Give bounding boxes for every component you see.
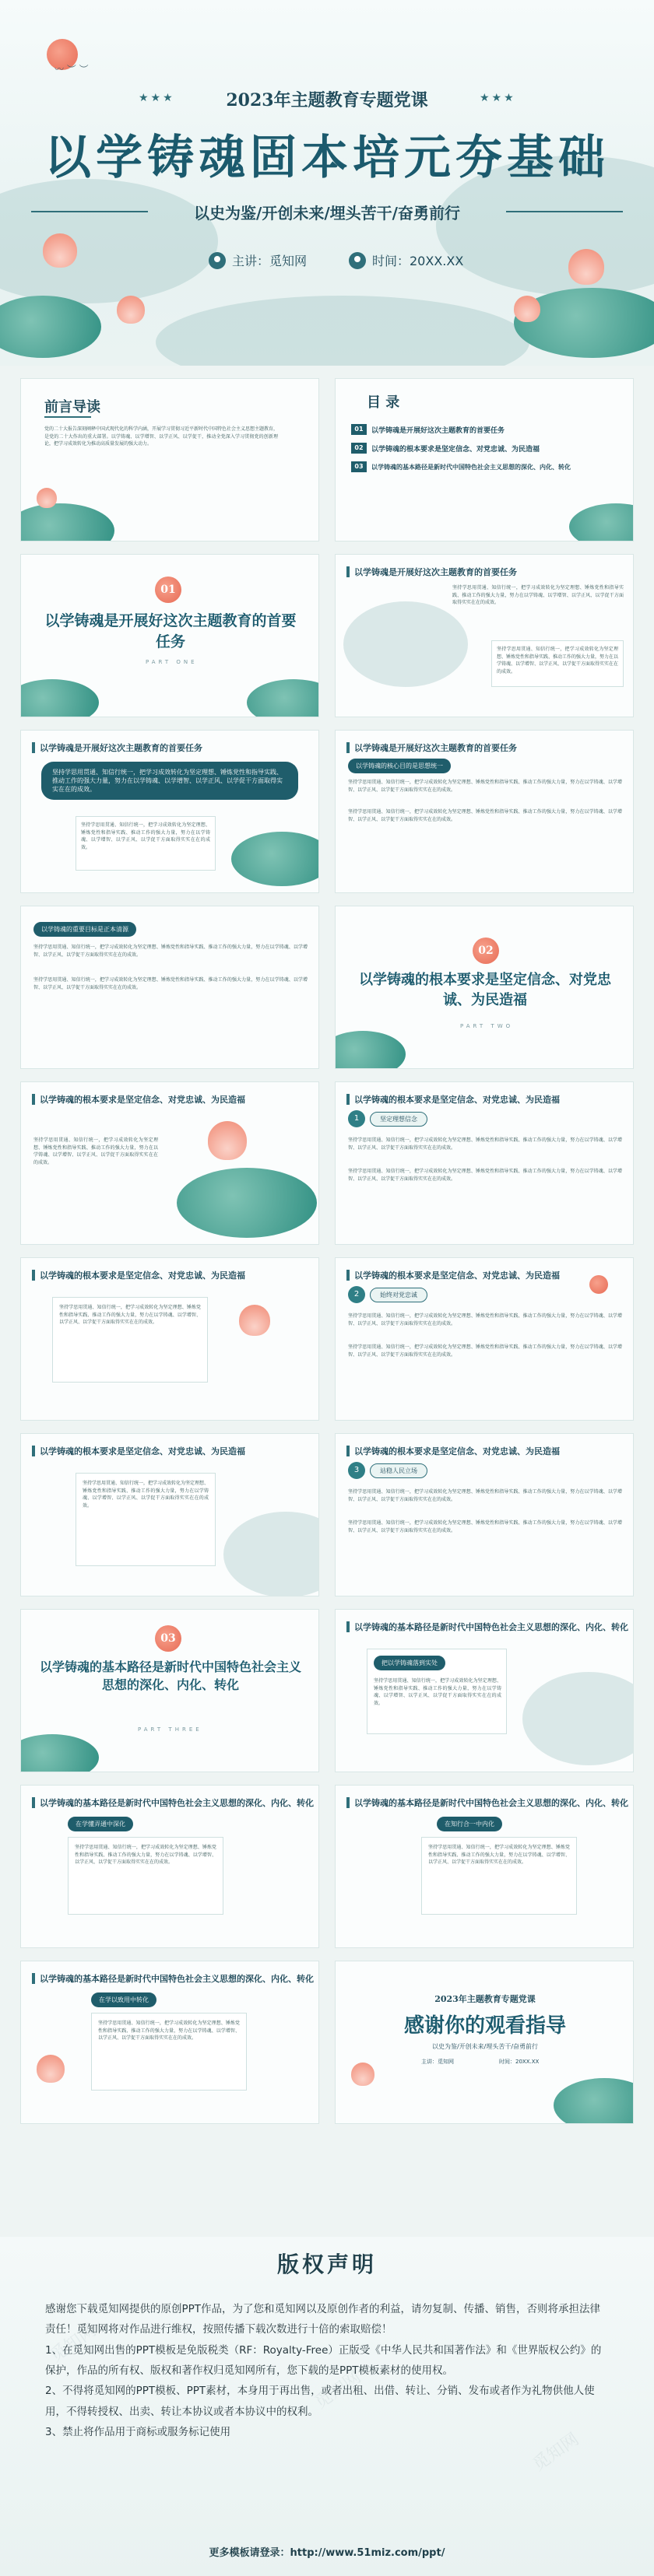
mountain-decoration	[156, 296, 529, 366]
slide-body: 坚持学思用贯通、知信行统一，把学习成效转化为坚定理想、锤炼党性和指导实践、推动工作的强大力量，努力在以学铸魂、以学增智、以学正风、以学促干方面取得实实在在的成效。	[348, 1313, 622, 1327]
slide-header	[32, 1093, 245, 1106]
subheading-pill	[68, 1817, 133, 1831]
star-icon: ★★★	[139, 92, 175, 104]
slide-header	[32, 1445, 245, 1457]
lotus-leaf-decoration	[0, 296, 101, 358]
text-card	[367, 1649, 507, 1734]
slide-body: 坚持学思用贯通、知信行统一，把学习成效转化为坚定理想、锤炼党性和指导实践、推动工作的强大力量，努力在以学铸魂、以学增智、以学正风、以学促干方面取得实实在在的成效。	[348, 1344, 622, 1358]
slide-section-3	[20, 1609, 319, 1772]
copyright-paragraph: 感谢您下载觅知网提供的原创PPT作品，为了您和觅知网以及原创作者的利益，请勿复制、传播、销售，否则将承担法律责任！觅知网将对作品进行维权，按照传播下载次数进行十倍的索取赔偿！	[45, 2303, 601, 2336]
slide-header	[346, 1621, 628, 1633]
slide-header-text: 以学铸魂的根本要求是坚定信念、对党忠诚、为民造福	[354, 1095, 560, 1105]
subheading-tag	[370, 1288, 427, 1302]
slide-header-text: 以学铸魂是开展好这次主题教育的首要任务	[40, 743, 202, 753]
slide-body: 坚持学思用贯通、知信行统一，把学习成效转化为坚定理想、锤炼党性和指导实践、推动工作的强大力量，努力在以学铸魂、以学增智、以学正风、以学促干方面取得实实在在的成效。	[348, 1489, 622, 1502]
slide-header-text: 以学铸魂的根本要求是坚定信念、对党忠诚、为民造福	[354, 1270, 560, 1281]
toc-number: 03	[351, 461, 367, 472]
pill-text: 把以学铸魂落到实处	[382, 1660, 438, 1667]
slide-section-2	[335, 906, 634, 1069]
slide-17	[20, 1785, 319, 1948]
section-title: 以学铸魂的根本要求是坚定信念、对党忠诚、为民造福	[359, 972, 611, 1009]
text-card	[421, 1837, 577, 1915]
slide-body: 坚持学思用贯通、知信行统一，把学习成效转化为坚定理想、锤炼党性和指导实践、推动工作的强大力量，努力在以学铸魂、以学增智、以学正风、以学促干方面取得实实在在的成效。	[348, 1169, 622, 1182]
pill-text: 在学懂弄通中深化	[76, 1821, 125, 1828]
slide-header	[32, 741, 202, 754]
slide-header	[32, 1972, 314, 1985]
copyright-paragraph: 2、不得将觅知网的PPT模板、PPT素材，本身用于再出售，或者出租、出借、转让、分销、发布或者作为礼物供他人使用，不得转授权、出卖、转让本协议或者本协议中的权利。	[45, 2385, 595, 2418]
slide-header-text: 以学铸魂的根本要求是坚定信念、对党忠诚、为民造福	[40, 1446, 245, 1456]
card-text: 坚持学思用贯通、知信行统一，把学习成效转化为坚定理想、锤炼党性和指导实践、推动工作的强大力量，努力在以学铸魂、以学增智、以学正风、以学促干方面取得实实在在的成效。	[83, 1481, 209, 1509]
toc-number: 01	[351, 424, 367, 435]
pill-text: 在学以致用中转化	[99, 1996, 149, 2003]
slide-header-text: 以学铸魂的基本路径是新时代中国特色社会主义思想的深化、内化、转化	[40, 1798, 314, 1808]
lotus-flower-decoration	[351, 2063, 374, 2086]
mountain-decoration	[0, 179, 218, 303]
tag-text: 坚定理想信念	[380, 1116, 417, 1123]
ending-slogan: 以史为鉴/开创未来/埋头苦干/奋勇前行	[431, 2043, 539, 2050]
text-card	[76, 1473, 216, 1566]
cover-subtitle: 2023年主题教育专题党课	[226, 90, 428, 110]
slide-body: 坚持学思用贯通、知信行统一，把学习成效转化为坚定理想、锤炼党性和指导实践、推动工作的强大力量，努力在以学铸魂、以学增智、以学正风、以学促干方面取得实实在在的成效。	[33, 945, 308, 958]
slide-11	[20, 1257, 319, 1421]
slide-header	[346, 1445, 560, 1457]
slide-12	[335, 1257, 634, 1421]
step-number: 1	[348, 1110, 365, 1127]
slide-header	[32, 1269, 245, 1281]
ending-title: 感谢你的观看指导	[403, 2014, 566, 2038]
slide-4	[335, 554, 634, 717]
slide-body: 坚持学思用贯通、知信行统一，把学习成效转化为坚定理想、锤炼党性和指导实践、推动工作的强大力量，努力在以学铸魂、以学增智、以学正风、以学促干方面取得实实在在的成效。	[33, 1137, 158, 1165]
ending-speaker: 主讲：觅知网	[421, 2059, 454, 2065]
toc-item[interactable]	[351, 424, 505, 435]
lotus-flower-decoration	[514, 296, 540, 322]
lotus-leaf-decoration	[335, 1031, 406, 1069]
slide-13	[20, 1433, 319, 1596]
section-number: 03	[155, 1625, 181, 1652]
toc-title: 目 录	[367, 394, 400, 411]
toc-item[interactable]	[351, 443, 540, 454]
ending-subtitle: 2023年主题教育专题党课	[434, 1994, 536, 2004]
copyright-section	[0, 2237, 654, 2576]
slide-header	[346, 741, 517, 754]
slide-header	[346, 1269, 560, 1281]
lotus-flower-decoration	[568, 249, 604, 285]
subheading-pill	[348, 759, 451, 773]
slide-header-text: 以学铸魂是开展好这次主题教育的首要任务	[354, 567, 517, 577]
subheading-tag	[370, 1463, 427, 1478]
slide-preface	[20, 378, 319, 541]
cover-slogan: 以史为鉴/开创未来/埋头苦干/奋勇前行	[194, 204, 460, 223]
pill-text: 在知行合一中内化	[445, 1821, 494, 1828]
slide-header-text: 以学铸魂的根本要求是坚定信念、对党忠诚、为民造福	[40, 1095, 245, 1105]
section-number: 01	[155, 577, 181, 603]
speaker-info	[209, 251, 307, 269]
slide-header	[346, 1093, 560, 1106]
lotus-flower-decoration	[43, 233, 77, 268]
tag-text: 站稳人民立场	[380, 1467, 417, 1474]
slide-header	[346, 566, 517, 578]
star-icon: ★★★	[480, 92, 516, 104]
lotus-flower-decoration	[208, 1121, 247, 1160]
tag-text: 始终对党忠诚	[380, 1292, 417, 1299]
slide-18	[335, 1785, 634, 1948]
mountain-decoration	[522, 1672, 634, 1765]
speaker-label: 主讲：觅知网	[232, 254, 308, 268]
toc-label: 以学铸魂的基本路径是新时代中国特色社会主义思想的深化、内化、转化	[371, 462, 571, 471]
slide-ending	[335, 1961, 634, 2124]
preface-title: 前言导读	[44, 399, 100, 415]
copyright-paragraph: 1、在觅知网出售的PPT模板是免版税类（RF：Royalty-Free）正版受《中华人民共和国著作法》和《世界版权公约》的保护，作品的所有权、版权和著作权归觅知网所有，您下载的是PPT模板素材的使用权。	[45, 2343, 602, 2377]
card-text: 坚持学思用贯通、知信行统一，把学习成效转化为坚定理想、锤炼党性和指导实践、推动工作的强大力量，努力在以学铸魂、以学增智、以学正风、以学促干方面取得实实在在的成效。	[59, 1305, 201, 1326]
part-label: PART ONE	[146, 659, 198, 665]
time-info	[349, 251, 463, 269]
lotus-leaf-decoration	[20, 1734, 99, 1772]
slide-header-text: 以学铸魂是开展好这次主题教育的首要任务	[354, 743, 517, 753]
pill-text: 以学铸魂的重要目标是正本清源	[41, 926, 128, 933]
toc-item[interactable]	[351, 461, 600, 472]
lotus-flower-decoration	[117, 296, 145, 324]
watermark: 觅知网	[46, 2320, 100, 2367]
subheading-pill	[91, 1992, 156, 2007]
slide-header-text: 以学铸魂的根本要求是坚定信念、对党忠诚、为民造福	[354, 1446, 560, 1456]
subheading-pill	[437, 1817, 502, 1831]
slide-section-1	[20, 554, 319, 717]
slide-7	[20, 906, 319, 1069]
part-label: PART THREE	[138, 1726, 202, 1733]
lotus-leaf-decoration	[20, 679, 99, 717]
slide-body: 坚持学思用贯通、知信行统一，把学习成效转化为坚定理想、锤炼党性和指导实践、推动工作的强大力量，努力在以学铸魂、以学增智、以学正风、以学促干方面取得实实在在的成效。	[33, 977, 308, 990]
pill-text: 以学铸魂的核心目的是思想统一	[356, 762, 443, 769]
sun-decoration	[589, 1275, 608, 1294]
copyright-paragraph: 3、禁止将作品用于商标或服务标记使用	[45, 2425, 231, 2438]
card-text: 坚持学思用贯通、知信行统一，把学习成效转化为坚定理想、锤炼党性和指导实践、推动工作的强大力量，努力在以学铸魂、以学增智、以学正风、以学促干方面取得实实在在的成效。	[428, 1845, 570, 1866]
slide-header-text: 以学铸魂的根本要求是坚定信念、对党忠诚、为民造福	[40, 1270, 245, 1281]
slide-body: 坚持学思用贯通、知信行统一，把学习成效转化为坚定理想、锤炼党性和指导实践、推动工作的强大力量，努力在以学铸魂、以学增智、以学正风、以学促干方面取得实实在在的成效。	[348, 1137, 622, 1151]
slide-14	[335, 1433, 634, 1596]
step-number: 3	[348, 1462, 365, 1479]
lotus-flower-decoration	[239, 1305, 270, 1336]
slide-toc	[335, 378, 634, 541]
ending-time: 时间：20XX.XX	[499, 2059, 540, 2065]
slide-body: 坚持学思用贯通、知信行统一，把学习成效转化为坚定理想、锤炼党性和指导实践、推动工作的强大力量，努力在以学铸魂、以学增智、以学正风、以学促干方面取得实实在在的成效。	[348, 1520, 622, 1533]
card-text: 坚持学思用贯通、知信行统一，把学习成效转化为坚定理想、锤炼党性和指导实践、推动工作的强大力量，努力在以学铸魂、以学增智、以学正风、以学促干方面取得实实在在的成效。	[98, 2020, 240, 2042]
highlight-banner	[41, 762, 298, 800]
card-text: 坚持学思用贯通、知信行统一，把学习成效转化为坚定理想、锤炼党性和指导实践、推动工作的强大力量，努力在以学铸魂、以学增智、以学正风、以学促干方面取得实实在在的成效。	[75, 1845, 216, 1866]
cover-title: 以学铸魂固本培元夯基础	[44, 131, 610, 185]
watermark: 觅知网	[311, 2367, 365, 2413]
copyright-body	[45, 2299, 609, 2442]
mountain-decoration	[223, 1512, 319, 1596]
part-label: PART TWO	[460, 1023, 514, 1029]
cover-slide	[0, 0, 654, 366]
copyright-title: 版权声明	[276, 2252, 377, 2277]
lotus-flower-decoration	[37, 488, 57, 508]
slide-5	[20, 730, 319, 893]
slide-header	[32, 1796, 314, 1809]
lotus-leaf-decoration	[20, 503, 114, 541]
mountain-decoration	[343, 601, 468, 687]
card-text: 坚持学思用贯通、知信行统一，把学习成效转化为坚定理想、锤炼党性和指导实践、推动工作的强大力量，努力在以学铸魂、以学增智、以学正风、以学促干方面取得实实在在的成效。	[81, 822, 210, 850]
section-title: 以学铸魂的基本路径是新时代中国特色社会主义思想的深化、内化、转化	[39, 1660, 301, 1693]
lotus-leaf-decoration	[231, 832, 319, 886]
slide-19	[20, 1961, 319, 2124]
banner-text: 坚持学思用贯通、知信行统一，把学习成效转化为坚定理想、锤炼党性和指导实践、推动工作的强大力量，努力在以学铸魂、以学增智、以学正风、以学促干方面取得实实在在的成效。	[52, 769, 283, 793]
lotus-leaf-decoration	[554, 2078, 634, 2124]
quote-card	[491, 640, 624, 687]
lotus-leaf-decoration	[569, 503, 634, 541]
subheading-tag	[370, 1112, 427, 1127]
slide-body: 坚持学思用贯通、知信行统一，把学习成效转化为坚定理想、锤炼党性和指导实践、推动工作的强大力量，努力在以学铸魂、以学增智、以学正风、以学促干方面取得实实在在的成效。	[348, 780, 622, 793]
slide-header-text: 以学铸魂的基本路径是新时代中国特色社会主义思想的深化、内化、转化	[354, 1798, 628, 1808]
lotus-leaf-decoration	[177, 1168, 317, 1238]
slide-body: 坚持学思用贯通、知信行统一，把学习成效转化为坚定理想、锤炼党性和指导实践、推动工作的强大力量，努力在以学铸魂、以学增智、以学正风、以学促干方面取得实实在在的成效。	[452, 585, 624, 606]
slide-10	[335, 1081, 634, 1245]
slide-header-text: 以学铸魂的基本路径是新时代中国特色社会主义思想的深化、内化、转化	[354, 1622, 628, 1632]
slide-6	[335, 730, 634, 893]
subheading-pill	[33, 922, 136, 937]
lotus-leaf-decoration	[247, 679, 319, 717]
section-number: 02	[473, 938, 499, 964]
text-card	[76, 816, 216, 871]
watermark: 觅知网	[529, 2429, 583, 2476]
card-text: 坚持学思用贯通、知信行统一，把学习成效转化为坚定理想、锤炼党性和指导实践、推动工作的强大力量，努力在以学铸魂、以学增智、以学正风、以学促干方面取得实实在在的成效。	[497, 647, 619, 675]
slide-9	[20, 1081, 319, 1245]
toc-number: 02	[351, 443, 367, 454]
toc-label: 以学铸魂是开展好这次主题教育的首要任务	[371, 426, 505, 435]
preface-text: 党的二十大报告深刻阐释中国式现代化的科学内涵，开展学习贯彻习近平新时代中国特色社会主义思想主题教育，是党的二十大作出的重大部署。以学铸魂、以学增智、以学正风、以学促干，推动全党深入学习贯彻党的创新理论，把学习成效转化为推动高质量发展的强大动力。	[44, 426, 279, 447]
person-icon	[209, 252, 226, 269]
step-number: 2	[348, 1286, 365, 1303]
birds-icon: 〰 ︶ ︶	[54, 64, 89, 75]
section-title: 以学铸魂是开展好这次主题教育的首要任务	[44, 612, 297, 650]
text-card	[91, 2013, 247, 2091]
slide-header	[346, 1796, 628, 1809]
text-card	[52, 1297, 208, 1383]
time-label: 时间：20XX.XX	[372, 254, 464, 268]
clock-icon	[349, 252, 366, 269]
lotus-flower-decoration	[37, 2055, 65, 2083]
subheading-pill	[374, 1656, 445, 1670]
slide-16	[335, 1609, 634, 1772]
toc-label: 以学铸魂的根本要求是坚定信念、对党忠诚、为民造福	[371, 445, 540, 454]
slide-body: 坚持学思用贯通、知信行统一，把学习成效转化为坚定理想、锤炼党性和指导实践、推动工作的强大力量，努力在以学铸魂、以学增智、以学正风、以学促干方面取得实实在在的成效。	[348, 809, 622, 822]
divider	[44, 416, 91, 418]
slide-header-text: 以学铸魂的基本路径是新时代中国特色社会主义思想的深化、内化、转化	[40, 1974, 314, 1984]
text-card	[68, 1837, 223, 1915]
more-templates-link[interactable]: 更多模板请登录：http://www.51miz.com/ppt/	[209, 2547, 445, 2559]
card-text: 坚持学思用贯通、知信行统一，把学习成效转化为坚定理想、锤炼党性和指导实践、推动工作的强大力量，努力在以学铸魂、以学增智、以学正风、以学促干方面取得实实在在的成效。	[374, 1678, 501, 1706]
